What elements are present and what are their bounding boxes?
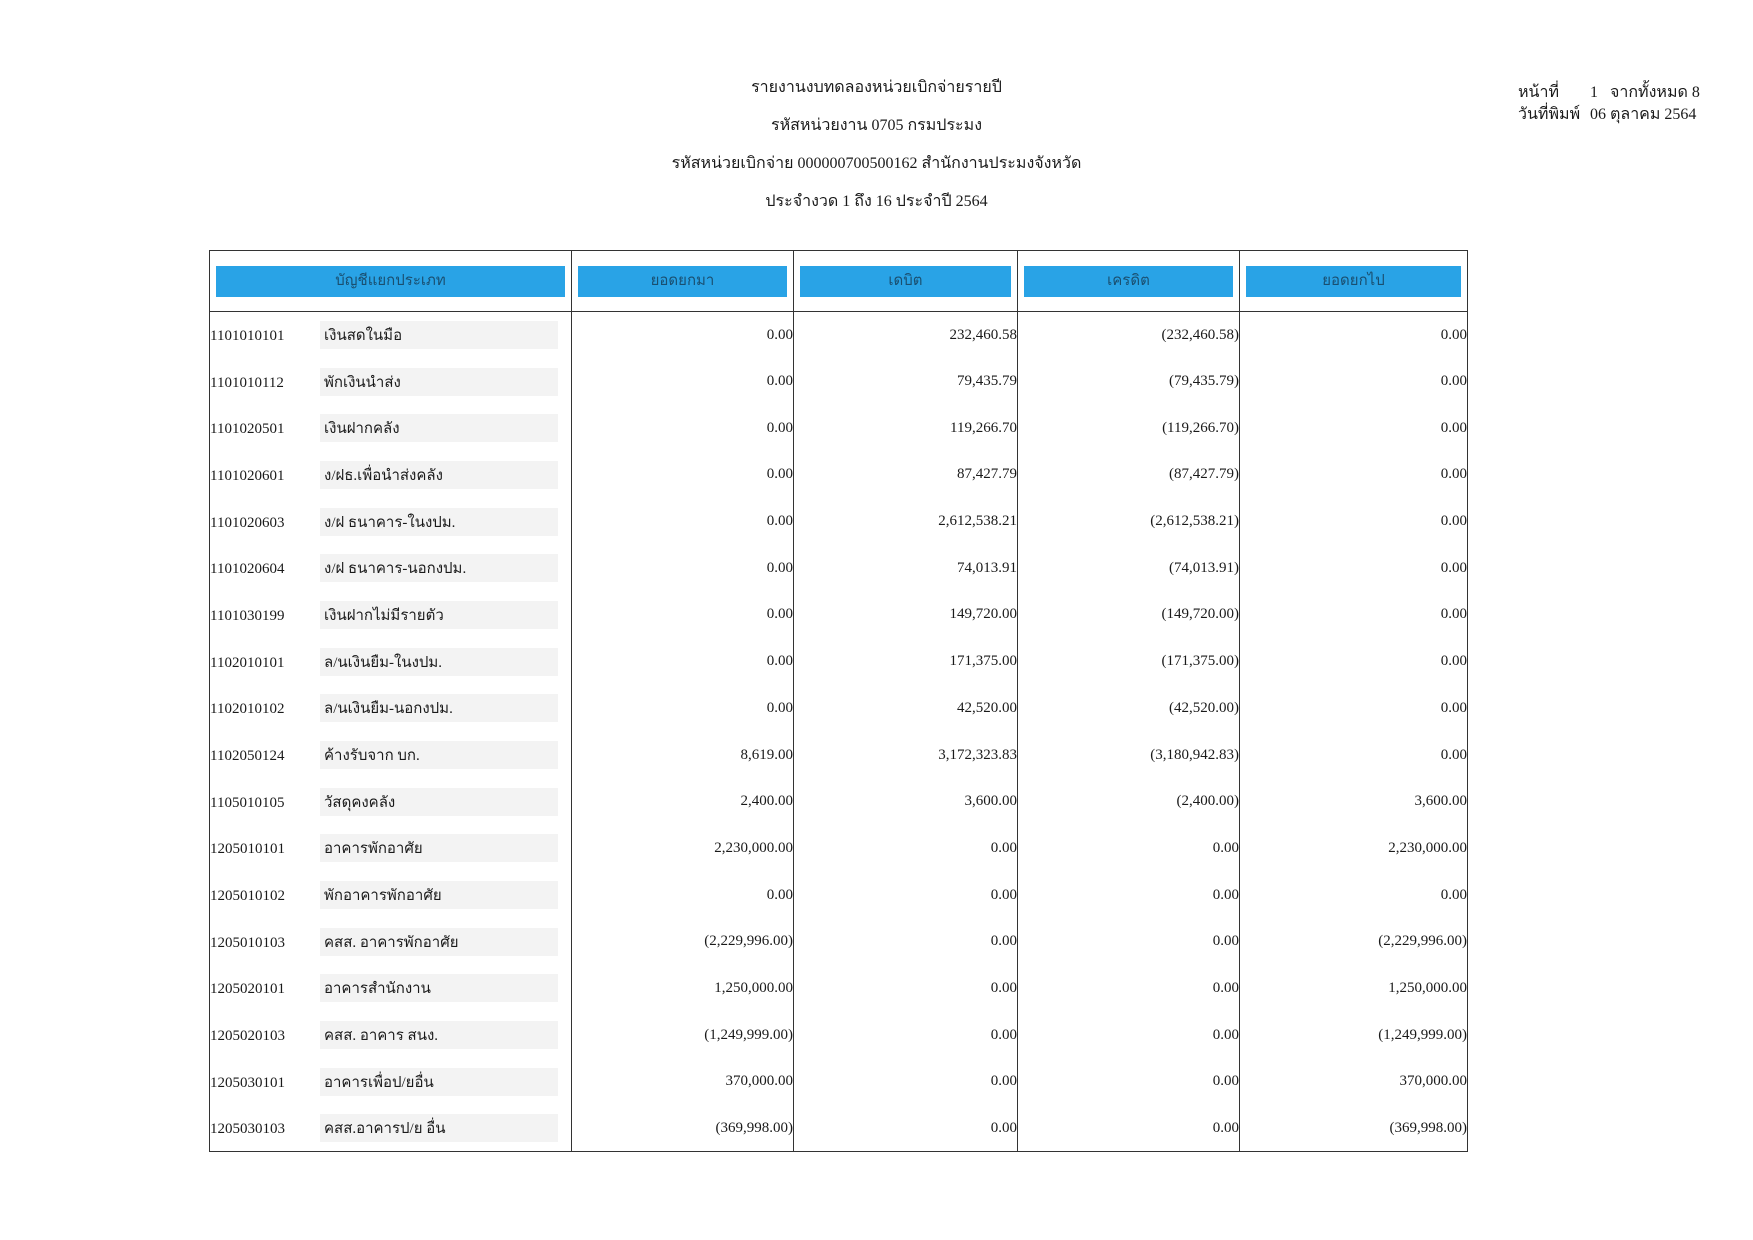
account-code: 1205020101 — [210, 981, 285, 998]
account-cell — [210, 872, 572, 919]
brought-forward-cell: 0.00 — [572, 358, 794, 405]
carried-forward-cell: (369,998.00) — [1240, 1105, 1468, 1152]
table-row — [210, 1012, 1468, 1059]
table-header-row — [210, 251, 1468, 312]
brought-forward-cell: (369,998.00) — [572, 1105, 794, 1152]
debit-cell: 0.00 — [794, 872, 1018, 919]
table-row — [210, 918, 1468, 965]
print-label: วันที่พิมพ์ — [1518, 106, 1581, 123]
account-name: ง/ฝธ.เพื่อนำส่งคลัง — [320, 461, 558, 489]
carried-forward-cell: 0.00 — [1240, 685, 1468, 732]
table-row — [210, 778, 1468, 825]
carried-forward-cell: 0.00 — [1240, 312, 1468, 359]
header-account: บัญชีแยกประเภท — [210, 251, 572, 312]
table-row — [210, 405, 1468, 452]
credit-cell: (232,460.58) — [1018, 312, 1240, 359]
account-cell — [210, 1059, 572, 1106]
carried-forward-cell: 0.00 — [1240, 872, 1468, 919]
account-code: 1105010105 — [210, 794, 285, 811]
account-code: 1101030199 — [210, 607, 285, 624]
debit-cell: 0.00 — [794, 918, 1018, 965]
brought-forward-cell: 0.00 — [572, 685, 794, 732]
brought-forward-cell: (1,249,999.00) — [572, 1012, 794, 1059]
account-cell — [210, 452, 572, 499]
brought-forward-cell: (2,229,996.00) — [572, 918, 794, 965]
carried-forward-cell: 0.00 — [1240, 638, 1468, 685]
table-row — [210, 312, 1468, 359]
print-value: 06 ตุลาคม 2564 — [1590, 106, 1697, 123]
print-date — [1518, 104, 1700, 126]
account-name: อาคารสำนักงาน — [320, 974, 558, 1002]
table-row — [210, 732, 1468, 779]
account-name: คสส. อาคารพักอาศัย — [320, 928, 558, 956]
table-row — [210, 358, 1468, 405]
brought-forward-cell: 0.00 — [572, 405, 794, 452]
account-name: เงินสดในมือ — [320, 321, 558, 349]
carried-forward-cell: 0.00 — [1240, 405, 1468, 452]
account-code: 1205010102 — [210, 888, 285, 905]
account-cell — [210, 498, 572, 545]
account-code: 1102010101 — [210, 654, 285, 671]
brought-forward-cell: 0.00 — [572, 872, 794, 919]
header-credit: เครดิต — [1018, 251, 1240, 312]
brought-forward-cell: 0.00 — [572, 545, 794, 592]
credit-cell: 0.00 — [1018, 965, 1240, 1012]
credit-cell: (2,612,538.21) — [1018, 498, 1240, 545]
account-cell — [210, 638, 572, 685]
account-code: 1101010112 — [210, 374, 284, 391]
credit-cell: (119,266.70) — [1018, 405, 1240, 452]
credit-cell: 0.00 — [1018, 918, 1240, 965]
carried-forward-cell: 0.00 — [1240, 545, 1468, 592]
table-row — [210, 638, 1468, 685]
brought-forward-cell: 0.00 — [572, 452, 794, 499]
credit-cell: (74,013.91) — [1018, 545, 1240, 592]
table-body — [210, 312, 1468, 1152]
account-name: พักอาคารพักอาศัย — [320, 881, 558, 909]
account-cell — [210, 1012, 572, 1059]
table-row — [210, 1105, 1468, 1152]
account-cell — [210, 592, 572, 639]
account-cell — [210, 732, 572, 779]
trial-balance-table — [209, 250, 1468, 1152]
debit-cell: 0.00 — [794, 1105, 1018, 1152]
account-cell — [210, 685, 572, 732]
account-cell — [210, 545, 572, 592]
account-name: อาคารพักอาศัย — [320, 834, 558, 862]
account-cell — [210, 358, 572, 405]
credit-cell: (87,427.79) — [1018, 452, 1240, 499]
account-name: เงินฝากคลัง — [320, 414, 558, 442]
account-code: 1102050124 — [210, 748, 285, 765]
debit-cell: 119,266.70 — [794, 405, 1018, 452]
brought-forward-cell: 8,619.00 — [572, 732, 794, 779]
brought-forward-cell: 0.00 — [572, 498, 794, 545]
credit-cell: (149,720.00) — [1018, 592, 1240, 639]
debit-cell: 232,460.58 — [794, 312, 1018, 359]
account-code: 1101020501 — [210, 421, 285, 438]
brought-forward-cell: 2,400.00 — [572, 778, 794, 825]
carried-forward-cell: 3,600.00 — [1240, 778, 1468, 825]
credit-cell: 0.00 — [1018, 1059, 1240, 1106]
table-row — [210, 825, 1468, 872]
account-code: 1101020604 — [210, 561, 285, 578]
brought-forward-cell: 2,230,000.00 — [572, 825, 794, 872]
account-name: เงินฝากไม่มีรายตัว — [320, 601, 558, 629]
account-code: 1205020103 — [210, 1028, 285, 1045]
debit-cell: 74,013.91 — [794, 545, 1018, 592]
credit-cell: (2,400.00) — [1018, 778, 1240, 825]
brought-forward-cell: 370,000.00 — [572, 1059, 794, 1106]
debit-cell: 3,600.00 — [794, 778, 1018, 825]
debit-cell: 171,375.00 — [794, 638, 1018, 685]
debit-cell: 3,172,323.83 — [794, 732, 1018, 779]
account-code: 1102010102 — [210, 701, 285, 718]
account-name: วัสดุคงคลัง — [320, 788, 558, 816]
debit-cell: 0.00 — [794, 965, 1018, 1012]
report-title: รายงานงบทดลองหน่วยเบิกจ่ายรายปี — [751, 79, 1002, 96]
credit-cell: (79,435.79) — [1018, 358, 1240, 405]
carried-forward-cell: 0.00 — [1240, 732, 1468, 779]
credit-cell: 0.00 — [1018, 1105, 1240, 1152]
debit-cell: 42,520.00 — [794, 685, 1018, 732]
debit-cell: 2,612,538.21 — [794, 498, 1018, 545]
carried-forward-cell: (2,229,996.00) — [1240, 918, 1468, 965]
carried-forward-cell: 0.00 — [1240, 592, 1468, 639]
brought-forward-cell: 0.00 — [572, 312, 794, 359]
header-debit: เดบิต — [794, 251, 1018, 312]
account-name: ง/ฝ ธนาคาร-ในงปม. — [320, 508, 558, 536]
page-label: หน้าที่ — [1518, 84, 1560, 101]
page-number — [1518, 82, 1700, 104]
debit-cell: 0.00 — [794, 825, 1018, 872]
carried-forward-cell: 0.00 — [1240, 498, 1468, 545]
account-name: ล/นเงินยืม-นอกงปม. — [320, 694, 558, 722]
account-code: 1205030103 — [210, 1121, 285, 1138]
carried-forward-cell: 0.00 — [1240, 452, 1468, 499]
debit-cell: 0.00 — [794, 1012, 1018, 1059]
header-brought-forward: ยอดยกมา — [572, 251, 794, 312]
account-name: คสส. อาคาร สนง. — [320, 1021, 558, 1049]
carried-forward-cell: 370,000.00 — [1240, 1059, 1468, 1106]
agency-code-line: รหัสหน่วยงาน 0705 กรมประมง — [770, 117, 982, 134]
account-cell — [210, 965, 572, 1012]
carried-forward-cell: 2,230,000.00 — [1240, 825, 1468, 872]
debit-cell: 149,720.00 — [794, 592, 1018, 639]
account-name: อาคารเพื่อป/ยอื่น — [320, 1068, 558, 1096]
disbursing-unit-line: รหัสหน่วยเบิกจ่าย 000000700500162 สำนักงานประมงจังหวัด — [671, 155, 1082, 172]
account-name: พักเงินนำส่ง — [320, 368, 558, 396]
account-code: 1101020603 — [210, 514, 285, 531]
table-row — [210, 592, 1468, 639]
carried-forward-cell: 0.00 — [1240, 358, 1468, 405]
debit-cell: 79,435.79 — [794, 358, 1018, 405]
table-row — [210, 452, 1468, 499]
account-code: 1101010101 — [210, 328, 285, 345]
table-row — [210, 1059, 1468, 1106]
account-name: คสส.อาคารป/ย อื่น — [320, 1114, 558, 1142]
account-code: 1205010101 — [210, 841, 285, 858]
account-cell — [210, 918, 572, 965]
table-row — [210, 685, 1468, 732]
debit-cell: 87,427.79 — [794, 452, 1018, 499]
credit-cell: (171,375.00) — [1018, 638, 1240, 685]
account-name: ล/นเงินยืม-ในงปม. — [320, 648, 558, 676]
table-row — [210, 545, 1468, 592]
table-row — [210, 498, 1468, 545]
account-code: 1101020601 — [210, 467, 285, 484]
account-cell — [210, 1105, 572, 1152]
credit-cell: 0.00 — [1018, 1012, 1240, 1059]
carried-forward-cell: 1,250,000.00 — [1240, 965, 1468, 1012]
page-meta — [1518, 82, 1700, 126]
account-cell — [210, 312, 572, 359]
account-code: 1205030101 — [210, 1074, 285, 1091]
page-value: 1 จากทั้งหมด 8 — [1590, 84, 1700, 101]
debit-cell: 0.00 — [794, 1059, 1018, 1106]
period-line: ประจำงวด 1 ถึง 16 ประจำปี 2564 — [765, 193, 988, 210]
account-name: ค้างรับจาก บก. — [320, 741, 558, 769]
credit-cell: 0.00 — [1018, 872, 1240, 919]
account-cell — [210, 825, 572, 872]
brought-forward-cell: 0.00 — [572, 592, 794, 639]
header-carried-forward: ยอดยกไป — [1240, 251, 1468, 312]
credit-cell: (42,520.00) — [1018, 685, 1240, 732]
credit-cell: (3,180,942.83) — [1018, 732, 1240, 779]
account-cell — [210, 405, 572, 452]
brought-forward-cell: 0.00 — [572, 638, 794, 685]
carried-forward-cell: (1,249,999.00) — [1240, 1012, 1468, 1059]
table-row — [210, 872, 1468, 919]
brought-forward-cell: 1,250,000.00 — [572, 965, 794, 1012]
credit-cell: 0.00 — [1018, 825, 1240, 872]
account-code: 1205010103 — [210, 934, 285, 951]
account-name: ง/ฝ ธนาคาร-นอกงปม. — [320, 554, 558, 582]
table-row — [210, 965, 1468, 1012]
account-cell — [210, 778, 572, 825]
